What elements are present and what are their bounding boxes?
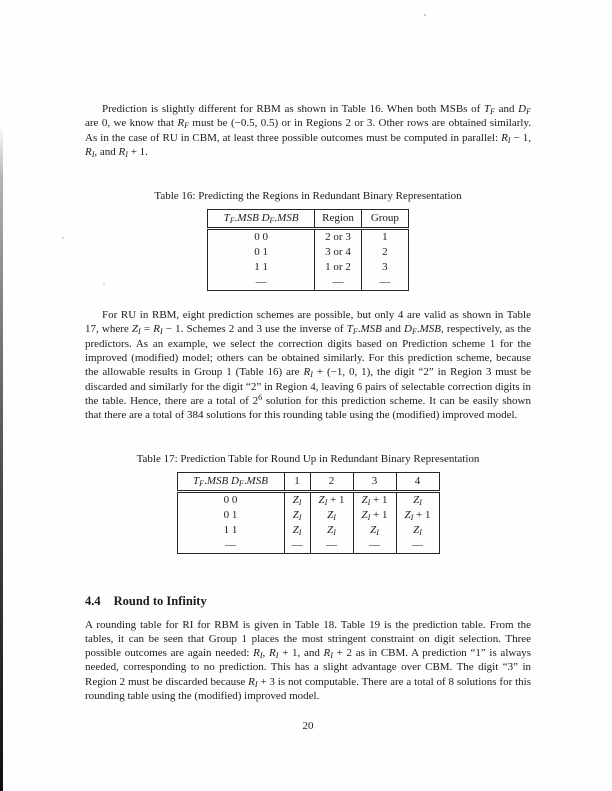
table-cell: 0 1 bbox=[208, 245, 315, 260]
table-cell: $Z_I$ bbox=[353, 523, 396, 538]
table-cell: 1 bbox=[361, 229, 408, 246]
table-cell: $Z_I$ bbox=[396, 491, 439, 508]
table-cell: $Z_I$ bbox=[284, 523, 310, 538]
table-cell: 0 1 bbox=[177, 508, 284, 523]
table-cell: $Z_I + 1$ bbox=[353, 491, 396, 508]
table-row bbox=[208, 275, 409, 291]
text-column bbox=[85, 0, 531, 732]
table-cell: — bbox=[361, 275, 408, 291]
table-row bbox=[208, 245, 409, 260]
table-cell: — bbox=[396, 538, 439, 554]
table-cell: 1 1 bbox=[177, 523, 284, 538]
page-number: 20 bbox=[302, 720, 314, 733]
column-header: 2 bbox=[310, 472, 353, 491]
table-cell: $Z_I + 1$ bbox=[396, 508, 439, 523]
table-cell: 3 or 4 bbox=[315, 245, 362, 260]
table-cell: — bbox=[315, 275, 362, 291]
table-cell: 1 or 2 bbox=[315, 260, 362, 275]
column-header: Group bbox=[361, 210, 408, 229]
column-header: $T_F.MSB$ $D_F.MSB$ bbox=[208, 210, 315, 229]
paragraph-round-to-infinity: A rounding table for RI for RBM is given in Table 18. Table 19 is the prediction table. From the tables, it can be seen that Group 1 places the most stringent constraint on digit selection. Three possible outcomes are again needed: $R_I$, $R_I + 1$, and $R_I + 2$ as in CBM. A prediction “1” is always needed, corresponding to no prediction. This has a slight advantage over CBM. The digit “3” in Region 2 must be discarded because $R_I + 3$ is not computable. There are a total of 8 solutions for this rounding table using the (modified) improved model. bbox=[85, 618, 531, 703]
table-row bbox=[208, 260, 409, 275]
table-cell: $Z_I$ bbox=[284, 508, 310, 523]
scan-artifact bbox=[62, 237, 64, 239]
table-cell: 1 1 bbox=[208, 260, 315, 275]
column-header: $T_F.MSB$ $D_F.MSB$ bbox=[177, 472, 284, 491]
table-cell: $Z_I$ bbox=[310, 508, 353, 523]
table-cell: $Z_I$ bbox=[284, 491, 310, 508]
table-17-round-up-prediction bbox=[177, 472, 440, 554]
table-cell: $Z_I$ bbox=[310, 523, 353, 538]
table-row bbox=[177, 523, 439, 538]
table-header-row bbox=[208, 210, 409, 229]
table-cell: — bbox=[353, 538, 396, 554]
table-row bbox=[177, 538, 439, 554]
table-cell: $Z_I + 1$ bbox=[353, 508, 396, 523]
paragraph-ru-schemes: For RU in RBM, eight prediction schemes are possible, but only 4 are valid as shown in Table 17, where $Z_I = R_I - 1$. Schemes 2 and 3 use the inverse of $T_F.MSB$ and $D_F.MSB$, respectively, as the predictors. As an example, we select the correction digits based on Prediction scheme 1 for the improved (modified) model; others can be obtained similarly. For this prediction scheme, because the allowable results in Group 1 (Table 16) are $R_I + (-1$, 0, 1), the digit “2” in Region 3 must be discarded and similarly for the digit “2” in Region 4, leaving 6 pairs of selectable correction digits in the table. Hence, there are a total of $2^6$ solution for this prediction scheme. It can be easily shown that there are a total of 384 solutions for this rounding table using the (modified) improved model. bbox=[85, 309, 532, 422]
table-header-row bbox=[177, 472, 439, 491]
table-row bbox=[177, 491, 439, 508]
column-header: Region bbox=[315, 210, 362, 229]
scan-edge-shadow bbox=[0, 125, 3, 791]
table-row bbox=[177, 508, 439, 523]
table-cell: $Z_I$ bbox=[396, 523, 439, 538]
table-cell: 2 or 3 bbox=[315, 229, 362, 246]
paragraph-rbm-prediction: Prediction is slightly different for RBM as shown in Table 16. When both MSBs of $T_F$ and $D_F$ are 0, we know that $R_F$ must be (−0.5, 0.5) or in Regions 2 or 3. Other rows are obtained similarly. As in the case of RU in CBM, at least three possible outcomes must be computed in parallel: $R_I - 1$, $R_I$, and $R_I + 1$. bbox=[85, 103, 531, 159]
table-cell: — bbox=[310, 538, 353, 554]
table-cell: 3 bbox=[361, 260, 408, 275]
table-cell: $Z_I + 1$ bbox=[310, 491, 353, 508]
table-row bbox=[208, 229, 409, 246]
table-cell: 0 0 bbox=[208, 229, 315, 246]
column-header: 4 bbox=[396, 472, 439, 491]
table-cell: 2 bbox=[361, 245, 408, 260]
column-header: 3 bbox=[353, 472, 396, 491]
table-16-caption: Table 16: Predicting the Regions in Redundant Binary Representation bbox=[154, 190, 462, 203]
table-17-caption: Table 17: Prediction Table for Round Up in Redundant Binary Representation bbox=[136, 452, 480, 465]
table-cell: — bbox=[284, 538, 310, 554]
column-header: 1 bbox=[284, 472, 310, 491]
table-cell: 0 0 bbox=[177, 491, 284, 508]
section-title: Round to Infinity bbox=[113, 593, 207, 608]
table-cell: — bbox=[177, 538, 284, 554]
table-cell: — bbox=[208, 275, 315, 291]
table-16-region-prediction bbox=[207, 209, 409, 291]
section-number: 4.4 bbox=[85, 593, 101, 608]
section-heading-round-to-infinity bbox=[85, 594, 531, 609]
